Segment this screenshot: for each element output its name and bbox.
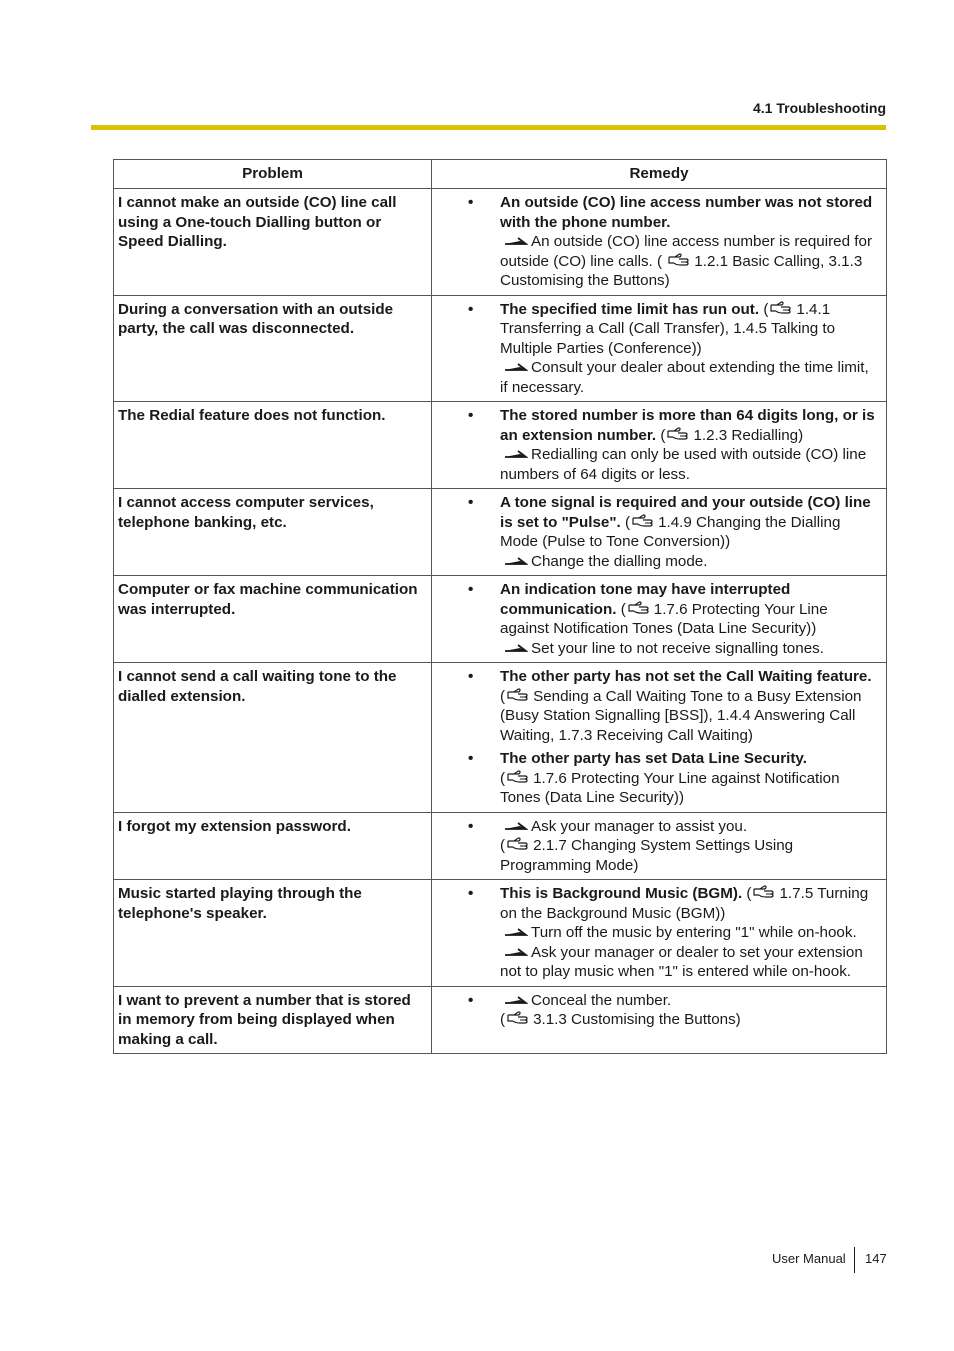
table-row (114, 295, 887, 402)
arrow-action-icon (504, 236, 528, 246)
pointing-hand-icon (753, 885, 775, 899)
reference-text: Sending a Call Waiting Tone to a Busy Extension (Busy Station Signalling [BSS]), 1.4.4 Answering Call Waiting, 1.7.3 Receiving Call Waiting) (500, 687, 862, 744)
arrow-action-icon (504, 556, 528, 566)
problem-text: I cannot send a call waiting tone to the dialled extension. (118, 668, 397, 705)
arrow-action-icon (504, 449, 528, 459)
remedy-item: • The other party has not set the Call Waiting feature. ( Sending a Call Waiting Tone to a Busy Extension (Busy Station Signalling [BSS]), 1.4.4 Answering Call Waiting, 1.7.3 Receiving Call Waiting) (468, 668, 872, 744)
remedy-item: • This is Background Music (BGM). ( 1.7.5 Turning on the Background Music (BGM)) Turn off the music by entering "1" while on-hook. Ask your manager or dealer to set your extension not to play music when "1" is entered while on-hook. (468, 885, 869, 980)
bullet-icon: • (468, 407, 474, 424)
reference-text: 2.1.7 Changing System Settings Using Programming Mode) (500, 837, 794, 874)
reference-text: 1.2.3 Redialling) (693, 426, 804, 444)
problem-cell (114, 986, 432, 1054)
remedy-item: • Ask your manager to assist you. ( 2.1.7 Changing System Settings Using Programming Mode) (468, 817, 794, 874)
problem-cell (114, 812, 432, 880)
problem-text: I cannot make an outside (CO) line call using a One-touch Dialling button or Speed Dialling. (118, 194, 397, 250)
reference-text: 1.4.9 Changing the Dialling Mode (Pulse to Tone Conversion)) (500, 513, 841, 550)
bullet-icon: • (468, 817, 474, 835)
problem-text: I forgot my extension password. (118, 817, 351, 835)
arrow-action-icon (504, 643, 528, 653)
pointing-hand-icon (507, 837, 529, 851)
remedy-item: • Conceal the number. ( 3.1.3 Customising the Buttons) (468, 991, 741, 1028)
bullet-icon: • (468, 581, 474, 598)
reference-text: 1.4.1 Transferring a Call (Call Transfer), 1.4.5 Talking to Multiple Parties (Conference)) (500, 300, 836, 357)
cause-text: The specified time limit has run out. (500, 300, 760, 318)
bullet-icon: • (468, 885, 474, 902)
problem-text: I want to prevent a number that is stored in memory from being displayed when making a call. (118, 991, 411, 1048)
footer-label: User Manual (772, 1251, 846, 1266)
cause-text: This is Background Music (BGM). (500, 885, 743, 902)
arrow-action-icon (504, 927, 528, 937)
footer-divider (854, 1247, 855, 1273)
reference-text: 1.7.5 Turning on the Background Music (BGM)) (500, 885, 869, 922)
problem-cell (114, 402, 432, 489)
remedy-item: • The specified time limit has run out. ( 1.4.1 Transferring a Call (Call Transfer), 1.4.5 Talking to Multiple Parties (Conference)) Consult your dealer about extending the time limit, if necessary. (468, 300, 869, 396)
troubleshooting-table (113, 159, 887, 1054)
problem-cell (114, 189, 432, 296)
cause-text: An outside (CO) line access number was not stored with the phone number. (500, 194, 873, 231)
remedy-item: • The other party has set Data Line Security. ( 1.7.6 Protecting Your Line against Notification Tones (Data Line Security)) (468, 750, 840, 806)
table-header-row (114, 160, 887, 189)
pointing-hand-icon (507, 688, 529, 702)
section-title: 4.1 Troubleshooting (752, 100, 886, 116)
arrow-action-icon (504, 362, 528, 372)
pointing-hand-icon (668, 253, 690, 267)
action-text: Set your line to not receive signalling tones. (531, 639, 824, 657)
problem-column-header: Problem (114, 160, 432, 189)
remedy-cell (432, 880, 887, 987)
bullet-icon: • (468, 668, 474, 685)
pointing-hand-icon (507, 770, 529, 784)
cause-text: The other party has not set the Call Waiting feature. (500, 668, 872, 685)
action-text: Consult your dealer about extending the time limit, if necessary. (500, 359, 869, 396)
action-text: Ask your manager or dealer to set your extension not to play music when "1" is entered while on-hook. (500, 943, 863, 980)
cause-text: The other party has set Data Line Security. (500, 750, 807, 767)
bullet-icon: • (468, 494, 474, 511)
reference-text: 3.1.3 Customising the Buttons) (533, 1011, 741, 1028)
problem-cell (114, 489, 432, 576)
remedy-cell (432, 489, 887, 576)
action-text: Turn off the music by entering "1" while on-hook. (531, 924, 857, 941)
remedy-cell (432, 986, 887, 1054)
page-number: 147 (865, 1251, 887, 1266)
arrow-action-icon (504, 821, 528, 831)
remedy-cell (432, 812, 887, 880)
problem-cell (114, 295, 432, 402)
reference-text: 1.7.6 Protecting Your Line against Notification Tones (Data Line Security)) (500, 769, 840, 806)
pointing-hand-icon (770, 301, 792, 315)
bullet-icon: • (468, 991, 474, 1009)
remedy-item (436, 193, 878, 291)
cause-text: An indication tone may have interrupted communication. (500, 581, 791, 618)
remedy-item: • The stored number is more than 64 digits long, or is an extension number. ( 1.2.3 Redialling) Redialling can only be used with outside (CO) line numbers of 64 digits or less. (468, 407, 875, 483)
arrow-action-icon (504, 995, 528, 1005)
pointing-hand-icon (632, 514, 654, 528)
pointing-hand-icon (667, 427, 689, 441)
remedy-item: • A tone signal is required and your outside (CO) line is set to "Pulse". ( 1.4.9 Changing the Dialling Mode (Pulse to Tone Conversion)) Change the dialling mode. (468, 494, 871, 570)
remedy-cell (432, 295, 887, 402)
table-row (114, 812, 887, 880)
problem-cell (114, 880, 432, 987)
action-text: Ask your manager to assist you. (531, 817, 748, 835)
problem-text: The Redial feature does not function. (118, 407, 386, 424)
remedy-cell (432, 189, 887, 296)
problem-text: I cannot access computer services, telephone banking, etc. (118, 494, 374, 531)
table-row (114, 663, 887, 813)
pointing-hand-icon (628, 601, 650, 615)
table-row (114, 880, 887, 987)
remedy-cell (432, 663, 887, 813)
remedy-cell (432, 576, 887, 663)
table-row (114, 986, 887, 1054)
remedy-cell (432, 402, 887, 489)
problem-text: Music started playing through the telephone's speaker. (118, 885, 362, 922)
bullet-icon: • (468, 750, 474, 767)
remedy-item: • An indication tone may have interrupted communication. ( 1.7.6 Protecting Your Line against Notification Tones (Data Line Security)) Set your line to not receive signalling tones. (468, 581, 828, 657)
action-text: Conceal the number. (531, 991, 672, 1009)
cause-text: A tone signal is required and your outside (CO) line is set to "Pulse". (500, 494, 871, 531)
action-text: Redialling can only be used with outside (CO) line numbers of 64 digits or less. (500, 446, 867, 483)
header-rule (91, 125, 886, 130)
cause-text: The stored number is more than 64 digits long, or is an extension number. (500, 407, 875, 444)
problem-text: Computer or fax machine communication was interrupted. (118, 581, 418, 618)
action-text: Change the dialling mode. (531, 552, 708, 570)
bullet-icon: • (468, 300, 474, 318)
table-row (114, 576, 887, 663)
problem-text: During a conversation with an outside party, the call was disconnected. (118, 300, 394, 337)
arrow-action-icon (504, 947, 528, 957)
action-text: An outside (CO) line access number is required for outside (CO) line calls. ( (500, 233, 873, 270)
pointing-hand-icon (507, 1011, 529, 1025)
reference-text: 1.2.1 Basic Calling, 3.1.3 Customising the Buttons) (500, 252, 863, 289)
remedy-column-header: Remedy (432, 160, 887, 189)
bullet-icon: • (468, 194, 474, 211)
reference-text: 1.7.6 Protecting Your Line against Notification Tones (Data Line Security)) (500, 600, 828, 637)
table-row (114, 189, 887, 296)
problem-cell (114, 576, 432, 663)
table-row (114, 402, 887, 489)
problem-cell (114, 663, 432, 813)
table-row (114, 489, 887, 576)
